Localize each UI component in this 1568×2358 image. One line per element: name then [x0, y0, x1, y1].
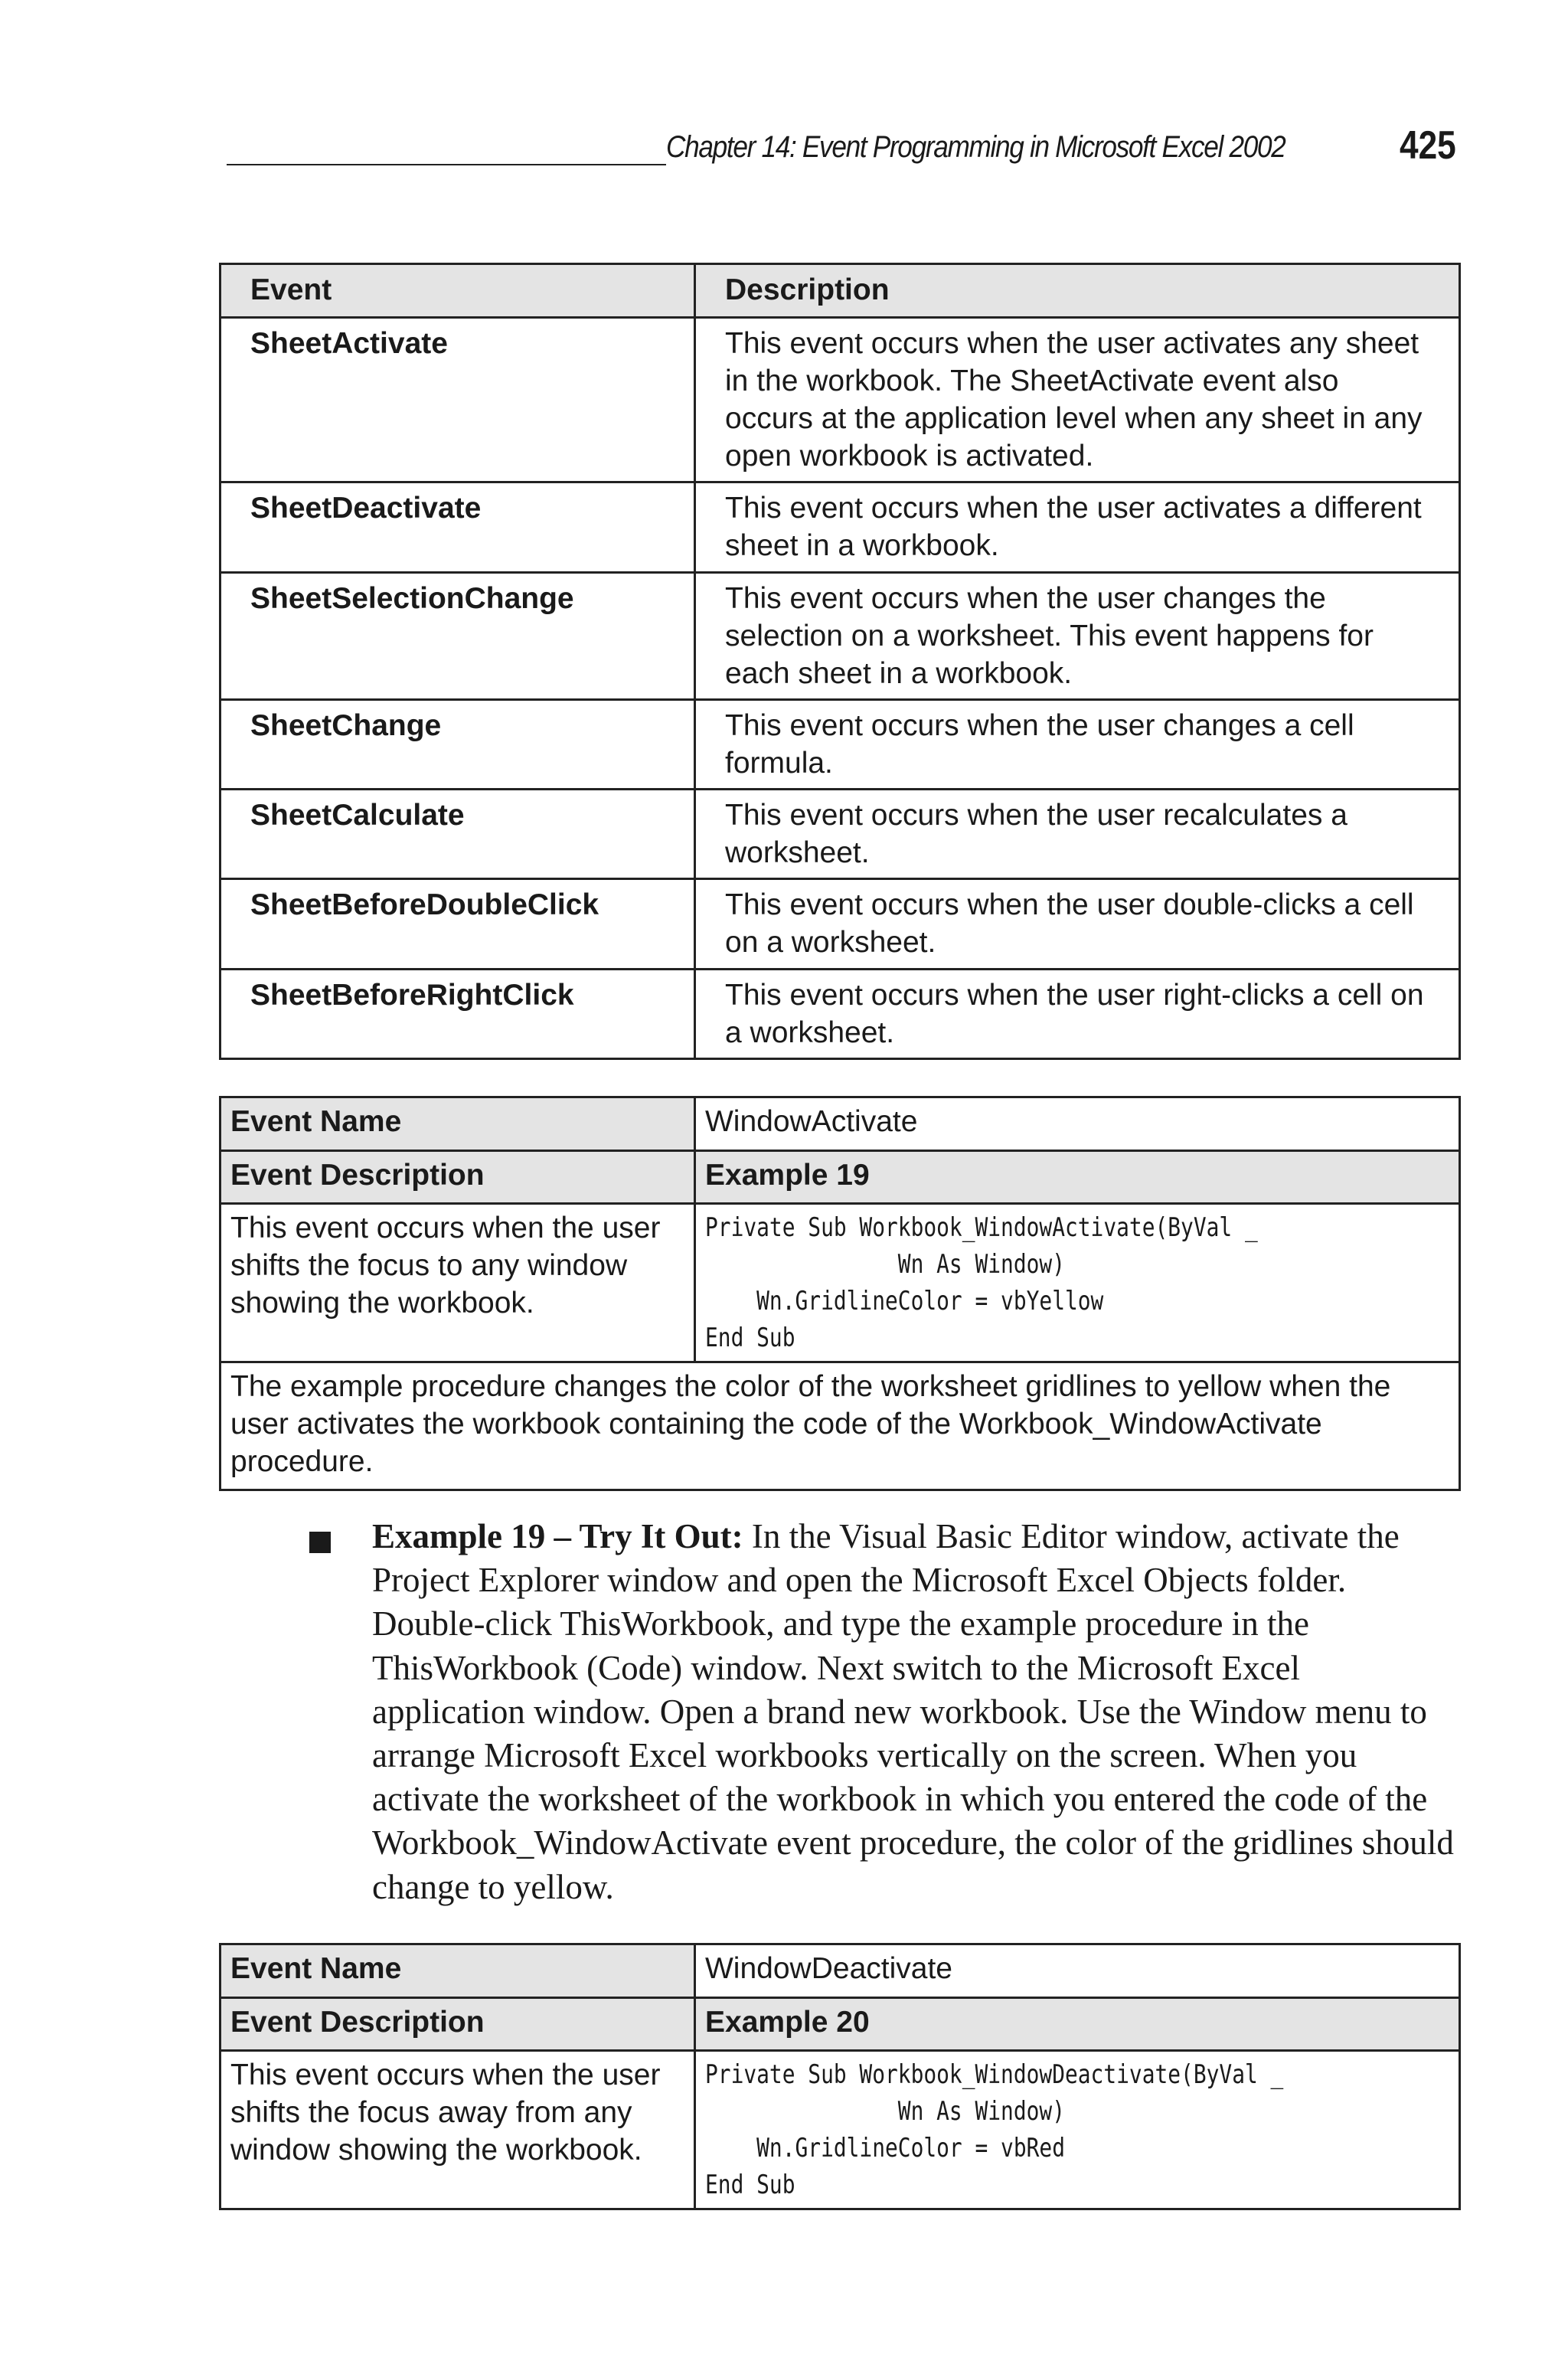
event-name: SheetBeforeRightClick — [220, 970, 695, 1059]
table-row — [220, 790, 1460, 879]
event-description: This event occurs when the user changes a cell formula. — [695, 700, 1460, 790]
event-name: SheetDeactivate — [220, 482, 695, 573]
event-description: This event occurs when the user recalculates a worksheet. — [695, 790, 1460, 879]
event-description-label: Event Description — [220, 1998, 695, 2051]
event-name: SheetCalculate — [220, 790, 695, 879]
page-number: 425 — [1400, 123, 1456, 168]
events-table — [219, 263, 1461, 1060]
event-name: SheetSelectionChange — [220, 573, 695, 700]
table-header-row — [220, 264, 1460, 318]
header-event: Event — [220, 264, 695, 318]
code-block: Private Sub Workbook_WindowDeactivate(ByVal _ Wn As Window) Wn.GridlineColor = vbRed End Sub — [705, 2059, 1284, 2200]
event-description: This event occurs when the user changes the selection on a worksheet. This event happens for each sheet in a workbook. — [695, 573, 1460, 700]
example-label: Example 20 — [695, 1998, 1460, 2051]
table-row — [220, 700, 1460, 790]
event-name: SheetBeforeDoubleClick — [220, 879, 695, 970]
example-label: Example 19 — [695, 1151, 1460, 1204]
try-it-out-text: In the Visual Basic Editor window, activate the Project Explorer window and open the Microsoft Excel Objects folder. Double-click ThisWorkbook, and type the example procedure in the ThisWorkbook (Code) window. Next switch to the Microsoft Excel application window. Open a brand new workbook. Use the Window menu to arrange Microsoft Excel workbooks vertically on the screen. When you activate the worksheet of the workbook in which you entered the code of the Workbook_WindowActivate event procedure, the color of the gridlines should change to yellow. — [372, 1517, 1454, 1906]
example-note: The example procedure changes the color of the worksheet gridlines to yellow when the user activates the workbook containing the code of the Workbook_WindowActivate procedure. — [220, 1362, 1460, 1490]
event-description: This event occurs when the user right-clicks a cell on a worksheet. — [695, 970, 1460, 1059]
event-description: This event occurs when the user shifts the focus away from any window showing the workbook. — [220, 2051, 695, 2209]
event-description: This event occurs when the user activates any sheet in the workbook. The SheetActivate event also occurs at the application level when any sheet in any open workbook is activated. — [695, 318, 1460, 482]
code-block: Private Sub Workbook_WindowActivate(ByVal _ Wn As Window) Wn.GridlineColor = vbYellow End Sub — [705, 1212, 1258, 1353]
event-description: This event occurs when the user activates a different sheet in a workbook. — [695, 482, 1460, 573]
event-name-value: WindowActivate — [695, 1097, 1460, 1151]
event-description: This event occurs when the user double-clicks a cell on a worksheet. — [695, 879, 1460, 970]
try-it-out-paragraph — [372, 1515, 1459, 1909]
table-row — [220, 318, 1460, 482]
table-row — [220, 573, 1460, 700]
event-description: This event occurs when the user shifts the focus to any window showing the workbook. — [220, 1204, 695, 1362]
event-name: SheetActivate — [220, 318, 695, 482]
try-it-out-lead: Example 19 – Try It Out: — [372, 1517, 743, 1555]
header-rule — [227, 164, 666, 165]
event-name: SheetChange — [220, 700, 695, 790]
table-row — [220, 879, 1460, 970]
event-description-label: Event Description — [220, 1151, 695, 1204]
header-description: Description — [695, 264, 1460, 318]
bullet-square-icon — [309, 1532, 331, 1553]
event-name-label: Event Name — [220, 1944, 695, 1998]
example19-table — [219, 1096, 1461, 1491]
running-header: Chapter 14: Event Programming in Microsoft Excel 2002 — [666, 130, 1285, 164]
table-row — [220, 482, 1460, 573]
table-row — [220, 970, 1460, 1059]
example20-table — [219, 1943, 1461, 2210]
event-name-label: Event Name — [220, 1097, 695, 1151]
event-name-value: WindowDeactivate — [695, 1944, 1460, 1998]
